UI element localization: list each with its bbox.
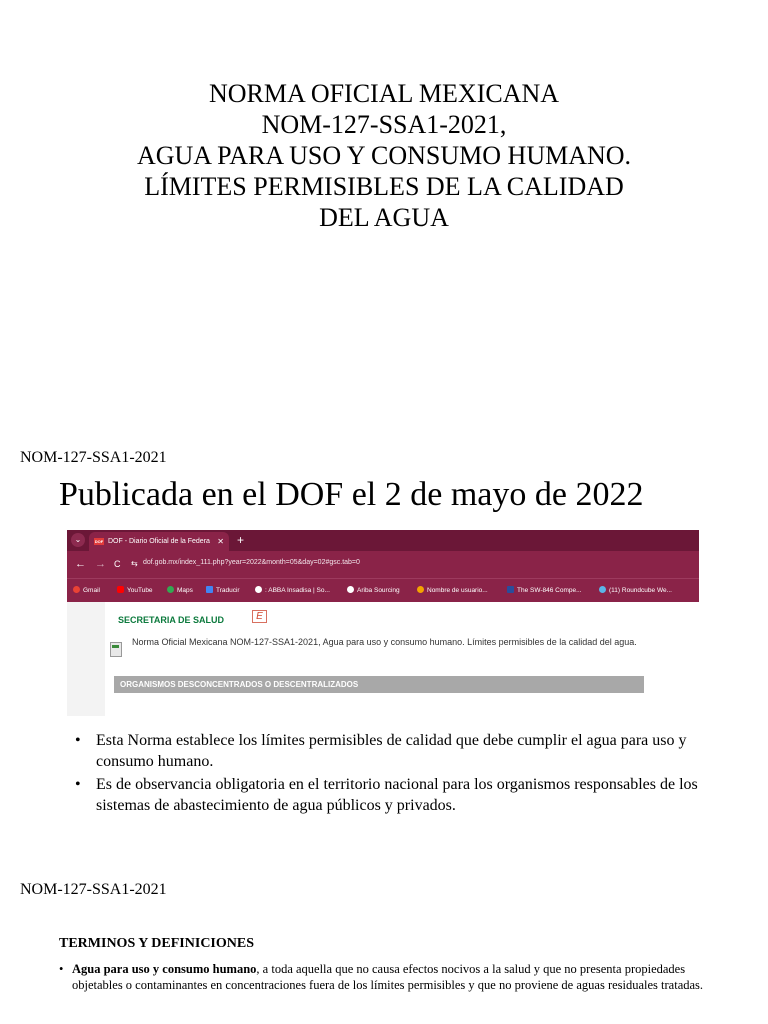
definitions-list (59, 962, 719, 993)
main-title (0, 78, 768, 233)
publication-headline: Publicada en el DOF el 2 de mayo de 2022 (59, 476, 644, 513)
roundcube-icon (599, 586, 606, 593)
bookmark-item: The SW-846 Compe... (507, 586, 582, 594)
address-bar-url: dof.gob.mx/index_111.php?year=2022&month=05&day=02#gsc.tab=0 (143, 559, 360, 566)
list-item (59, 962, 719, 993)
org-section-bar: ORGANISMOS DESCONCENTRADOS O DESCENTRALIZADOS (114, 676, 644, 693)
ariba-icon (347, 586, 354, 593)
tab-title: DOF - Diario Oficial de la Federa (108, 538, 210, 545)
terms-heading: TERMINOS Y DEFINICIONES (59, 936, 254, 951)
term-definition: , a toda aquella que no causa efectos nocivos a la salud y que no presenta propiedades objetables o contaminantes en concentraciones fuera de los límites permisibles y que no proviene de aguas residuales tratadas. (72, 962, 704, 992)
page-inner (105, 602, 699, 716)
maps-icon (167, 586, 174, 593)
bookmarks-bar (67, 578, 699, 602)
norm-bullets (75, 730, 715, 818)
back-arrow-icon: ← (75, 558, 86, 570)
user-icon (417, 586, 424, 593)
tab-bar (67, 530, 699, 551)
term-name: Agua para uso y consumo humano (72, 962, 257, 976)
title-line: NORMA OFICIAL MEXICANA (208, 79, 560, 108)
list-item: • Esta Norma establece los límites permisibles de calidad que debe cumplir el agua para uso y consumo humano. (75, 730, 715, 772)
bookmark-item: : ABBA Insadisa | So... (255, 586, 330, 594)
reload-icon: C (114, 559, 121, 569)
site-info-icon: ⇆ (131, 559, 138, 568)
pdf-icon: E (252, 610, 267, 623)
norm-link: Norma Oficial Mexicana NOM-127-SSA1-2021, Agua para uso y consumo humano. Límites permisibles de la calidad del agua. (132, 637, 637, 647)
abba-icon (255, 586, 262, 593)
translate-icon (206, 586, 213, 593)
close-icon: ✕ (217, 537, 224, 546)
dof-favicon-icon: DOF (94, 539, 104, 544)
bookmark-item: Traducir (206, 586, 240, 594)
gmail-icon (73, 586, 80, 593)
nav-bar (67, 551, 699, 578)
page-content (67, 602, 699, 716)
bookmark-item: Ariba Sourcing (347, 586, 400, 594)
browser-screenshot (67, 530, 699, 716)
forward-arrow-icon: → (95, 558, 106, 570)
bookmark-item: Nombre de usuario... (417, 586, 488, 594)
bookmark-item: Gmail (73, 586, 100, 594)
title-line: NOM-127-SSA1-2021, (261, 110, 507, 139)
bookmark-item: YouTube (117, 586, 153, 594)
bookmark-item: Maps (167, 586, 193, 594)
sw846-icon (507, 586, 514, 593)
title-line: AGUA PARA USO Y CONSUMO HUMANO. (136, 141, 632, 170)
section1-label: NOM-127-SSA1-2021 (20, 449, 167, 466)
section-title: SECRETARIA DE SALUD (118, 615, 225, 625)
document-icon (110, 642, 122, 657)
list-item: • Es de observancia obligatoria en el territorio nacional para los organismos responsables de los sistemas de abastecimiento de agua públicos y privados. (75, 774, 715, 816)
youtube-icon (117, 586, 124, 593)
bookmark-item: (11) Roundcube We... (599, 586, 672, 594)
section2-label: NOM-127-SSA1-2021 (20, 881, 167, 898)
tab-search-icon: ⌄ (71, 533, 85, 547)
new-tab-icon: + (237, 533, 245, 547)
browser-tab (89, 532, 229, 551)
title-line: LÍMITES PERMISIBLES DE LA CALIDAD (144, 172, 624, 201)
title-line: DEL AGUA (319, 203, 449, 232)
